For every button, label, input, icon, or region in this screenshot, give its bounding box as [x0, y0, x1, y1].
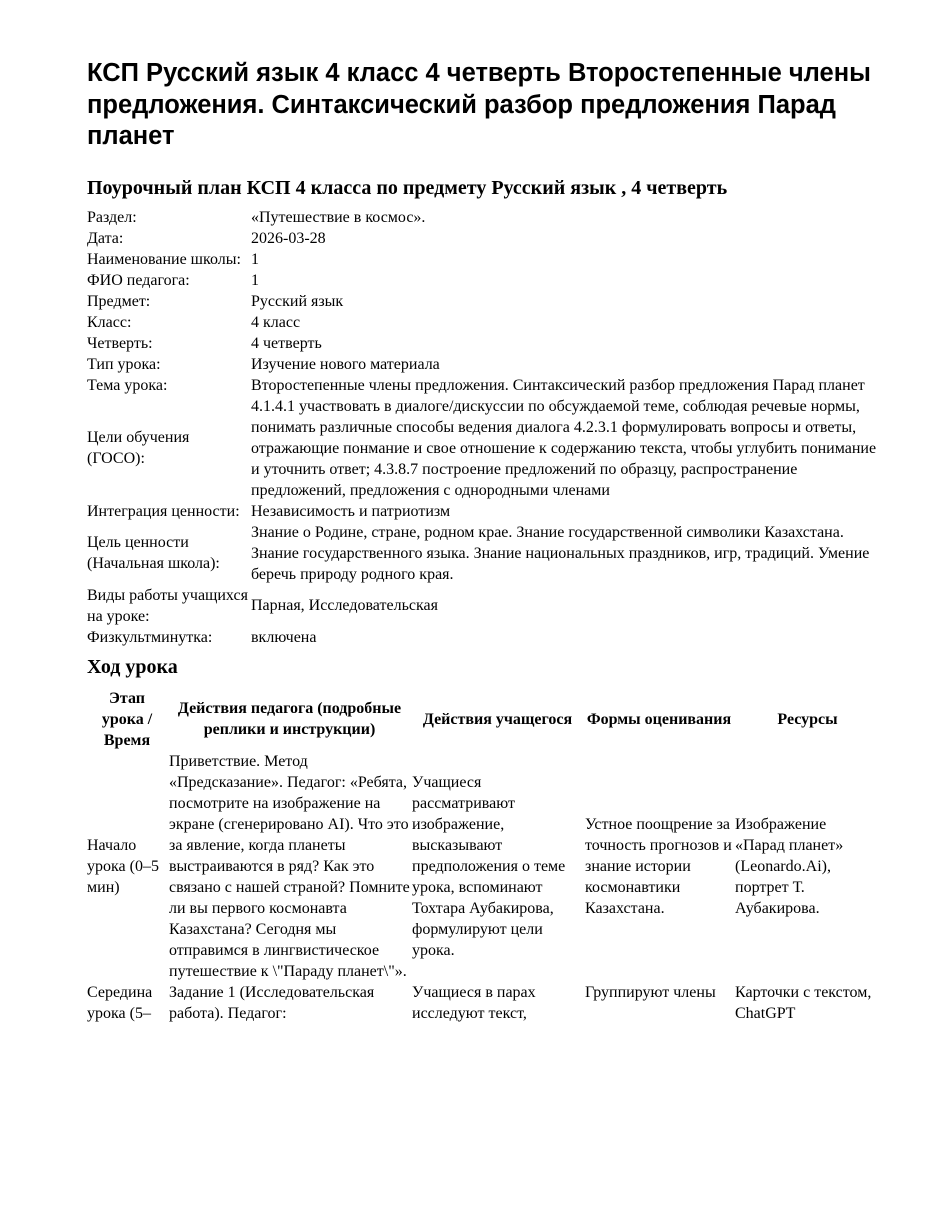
info-table — [87, 207, 882, 648]
info-label: Физкультминутка: — [87, 628, 213, 646]
cell-teacher: Задание 1 (Исследовательская работа). Педагог: — [169, 983, 375, 1022]
document-page — [87, 58, 882, 1024]
cell-resources: Изображение «Парад планет» (Leonardo.Ai), портрет Т. Аубакирова. — [735, 815, 844, 917]
cell-stage: Начало урока (0–5 мин) — [87, 836, 159, 896]
header-stage: Этап урока / Время — [101, 689, 153, 749]
info-label: ФИО педагога: — [87, 271, 190, 289]
info-label: Наименование школы: — [87, 250, 241, 268]
info-label: Дата: — [87, 229, 124, 247]
header-resources: Ресурсы — [777, 710, 838, 728]
info-row — [87, 333, 882, 354]
info-row — [87, 228, 882, 249]
info-label: Цели обучения (ГОСО): — [87, 429, 190, 467]
info-row — [87, 375, 882, 396]
info-value: «Путешествие в космос». — [251, 208, 426, 226]
info-row — [87, 501, 882, 522]
info-label: Класс: — [87, 313, 132, 331]
info-value: включена — [251, 628, 317, 646]
lesson-row — [87, 751, 882, 982]
info-value: 2026-03-28 — [251, 229, 326, 247]
lesson-heading: Ход урока — [87, 655, 178, 678]
info-value: 4 класс — [251, 313, 301, 331]
info-row — [87, 522, 882, 585]
info-value: Изучение нового материала — [251, 355, 440, 373]
info-row — [87, 249, 882, 270]
cell-teacher: Приветствие. Метод «Предсказание». Педагог: «Ребята, посмотрите на изображение на экране (сгенерировано AI). Что это за явление, когда планеты выстраиваются в ряд? Как это связано с нашей страной? Помните ли вы первого космонавта Казахстана? Сегодня мы отправимся в лингвистическое путешествие к \"Параду планет\"». — [169, 752, 410, 980]
info-row — [87, 207, 882, 228]
info-value: Второстепенные члены предложения. Синтаксический разбор предложения Парад планет — [251, 376, 865, 394]
info-row — [87, 396, 882, 501]
lesson-header-row — [87, 688, 882, 751]
cell-student: Учащиеся рассматривают изображение, высказывают предположения о теме урока, вспоминают Тохтара Аубакирова, формулируют цели урока. — [412, 773, 566, 959]
info-label: Виды работы учащихся на уроке: — [87, 586, 248, 625]
header-student: Действия учащегося — [422, 710, 573, 728]
info-label: Цель ценности (Начальная школа): — [87, 534, 220, 572]
info-row — [87, 312, 882, 333]
info-label: Раздел: — [87, 208, 137, 226]
info-value: 4 четверть — [251, 334, 322, 352]
cell-assessment: Группируют члены — [585, 983, 716, 1001]
info-value: Независимость и патриотизм — [251, 502, 451, 520]
info-label: Четверть: — [87, 334, 153, 352]
info-row — [87, 291, 882, 312]
cell-stage: Середина урока (5– — [87, 983, 153, 1022]
cell-student: Учащиеся в парах исследуют текст, — [412, 983, 536, 1022]
info-value: Русский язык — [251, 292, 344, 310]
info-value: 1 — [251, 250, 259, 268]
info-label: Интеграция ценности: — [87, 502, 240, 520]
info-row — [87, 354, 882, 375]
cell-assessment: Устное поощрение за точность прогнозов и знание истории космонавтики Казахстана. — [585, 815, 732, 917]
info-value: Знание о Родине, стране, родном крае. Знание государственной символики Казахстана. Знание государственного языка. Знание национальных праздников, игр, традиций. Умение беречь природу родного края. — [251, 523, 870, 583]
info-row — [87, 270, 882, 291]
info-label: Тема урока: — [87, 376, 168, 394]
info-label: Тип урока: — [87, 355, 161, 373]
info-value: 4.1.4.1 участвовать в диалоге/дискуссии по обсуждаемой теме, соблюдая речевые нормы, понимать различные способы ведения диалога 4.2.3.1 формулировать вопросы и ответы, отражающие понмание и свое отношение к содержанию текста, чтобы углубить понимание и уточнить ответ; 4.3.8.7 построение предложений по образцу, распространение предложений, предложения с однородными членами — [251, 397, 877, 499]
header-assessment: Формы оценивания — [586, 710, 732, 728]
document-title: КСП Русский язык 4 класс 4 четверть Второстепенные члены предложения. Синтаксический разбор предложения Парад планет — [87, 59, 871, 150]
lesson-table — [87, 688, 882, 1024]
info-value: 1 — [251, 271, 259, 289]
header-teacher: Действия педагога (подробные реплики и инструкции) — [177, 700, 402, 738]
info-row — [87, 627, 882, 648]
lesson-row — [87, 982, 882, 1024]
info-row — [87, 585, 882, 627]
plan-subtitle: Поурочный план КСП 4 класса по предмету Русский язык , 4 четверть — [87, 176, 728, 199]
info-label: Предмет: — [87, 292, 151, 310]
cell-resources: Карточки с текстом, ChatGPT — [735, 983, 872, 1022]
info-value: Парная, Исследовательская — [251, 597, 438, 614]
